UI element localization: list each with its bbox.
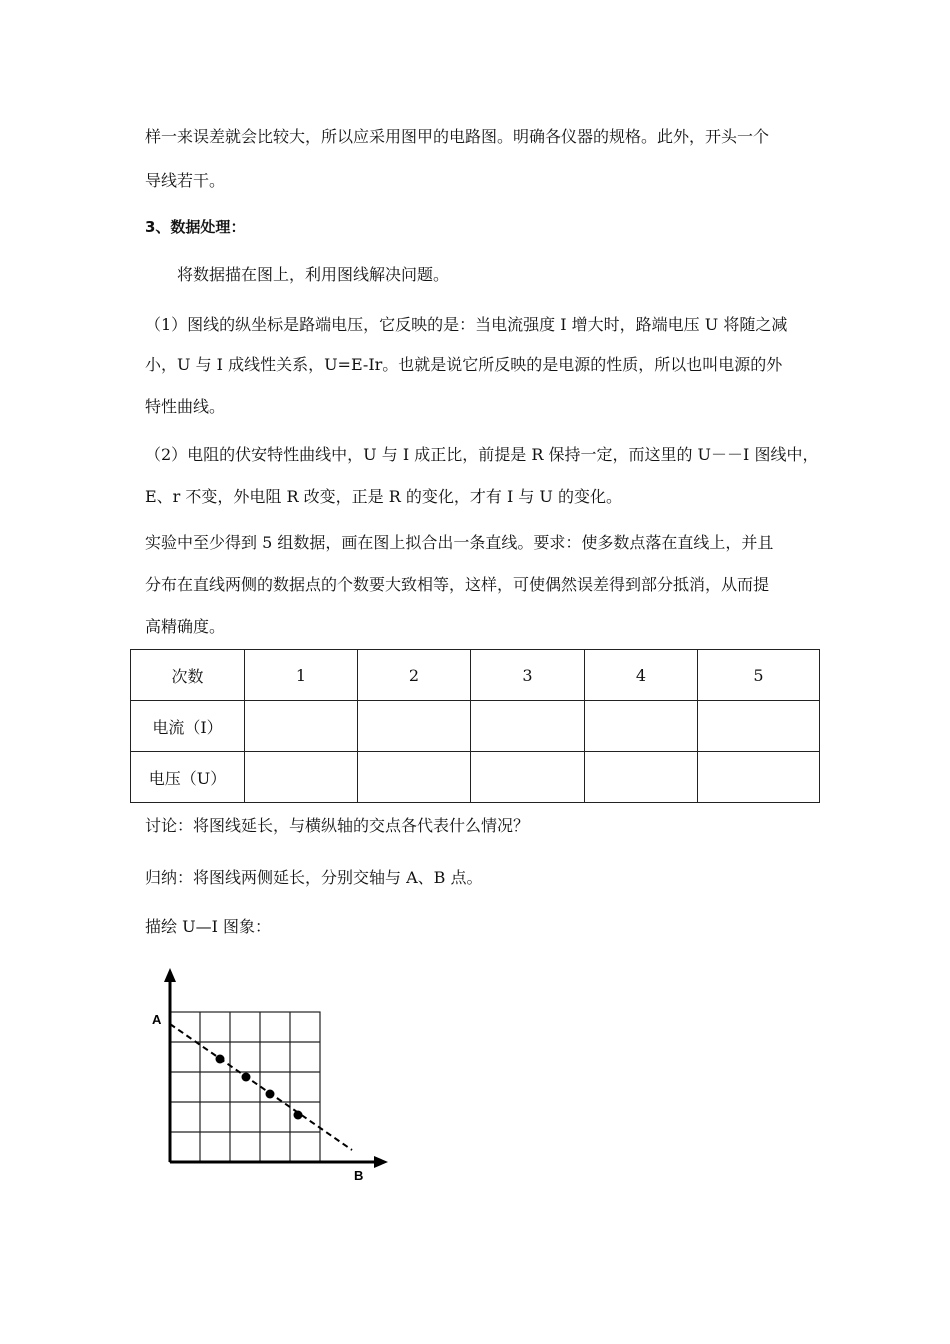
table-row bbox=[131, 752, 820, 803]
table-cell[interactable] bbox=[585, 752, 698, 803]
row-label: 电压（U） bbox=[131, 752, 245, 803]
data-table bbox=[130, 649, 820, 803]
table-cell[interactable] bbox=[245, 752, 358, 803]
label-b: B bbox=[354, 1168, 364, 1183]
table-header-cell: 2 bbox=[358, 650, 471, 701]
table-header-cell: 1 bbox=[245, 650, 358, 701]
plot-caption: 描绘 U—I 图象： bbox=[145, 917, 271, 936]
paragraph-line: 小，U 与 I 成线性关系，U=E-Ir。也就是说它所反映的是电源的性质，所以也叫电源的外 bbox=[145, 355, 783, 374]
data-point bbox=[216, 1055, 225, 1064]
data-point bbox=[294, 1111, 303, 1120]
paragraph-line: 特性曲线。 bbox=[145, 397, 226, 416]
table-cell[interactable] bbox=[698, 752, 820, 803]
table-cell[interactable] bbox=[471, 752, 585, 803]
paragraph-line: 实验中至少得到 5 组数据，画在图上拟合出一条直线。要求：使多数点落在直线上，并且 bbox=[145, 533, 774, 552]
axes bbox=[170, 980, 376, 1162]
fit-line bbox=[170, 1024, 352, 1150]
data-point bbox=[266, 1090, 275, 1099]
data-point bbox=[242, 1073, 251, 1082]
paragraph-line: （2）电阻的伏安特性曲线中，U 与 I 成正比，前提是 R 保持一定，而这里的 U－－I 图线中， bbox=[145, 445, 819, 464]
table-cell[interactable] bbox=[471, 701, 585, 752]
paragraph-line: 样一来误差就会比较大，所以应采用图甲的电路图。明确各仪器的规格。此外，开头一个 bbox=[145, 127, 770, 146]
discussion-text: 讨论：将图线延长，与横纵轴的交点各代表什么情况？ bbox=[145, 816, 530, 835]
table-cell[interactable] bbox=[585, 701, 698, 752]
paragraph-line: 分布在直线两侧的数据点的个数要大致相等，这样，可使偶然误差得到部分抵消，从而提 bbox=[145, 575, 770, 594]
paragraph-line: 将数据描在图上，利用图线解决问题。 bbox=[177, 265, 450, 284]
grid bbox=[170, 1012, 320, 1162]
paragraph-line: （1）图线的纵坐标是路端电压，它反映的是：当电流强度 I 增大时，路端电压 U 将随之减 bbox=[145, 315, 788, 334]
table-header-cell: 5 bbox=[698, 650, 820, 701]
table-row bbox=[131, 701, 820, 752]
table-header-row bbox=[131, 650, 820, 701]
table-header-cell: 次数 bbox=[131, 650, 245, 701]
paragraph-line: 导线若干。 bbox=[145, 171, 226, 190]
label-a: A bbox=[152, 1012, 162, 1027]
paragraph-line: 高精确度。 bbox=[145, 617, 226, 636]
paragraph-line: E、r 不变，外电阻 R 改变，正是 R 的变化，才有 I 与 U 的变化。 bbox=[145, 487, 623, 506]
table-header-cell: 4 bbox=[585, 650, 698, 701]
table-cell[interactable] bbox=[698, 701, 820, 752]
y-axis-arrow bbox=[164, 968, 176, 982]
summary-text: 归纳：将图线两侧延长，分别交轴与 A、B 点。 bbox=[145, 868, 483, 887]
section-heading: 3、数据处理： bbox=[145, 218, 246, 236]
x-axis-arrow bbox=[374, 1156, 388, 1168]
row-label: 电流（I） bbox=[131, 701, 245, 752]
u-i-graph bbox=[140, 960, 400, 1190]
table-header-cell: 3 bbox=[471, 650, 585, 701]
table-cell[interactable] bbox=[358, 752, 471, 803]
table-cell[interactable] bbox=[245, 701, 358, 752]
table-cell[interactable] bbox=[358, 701, 471, 752]
